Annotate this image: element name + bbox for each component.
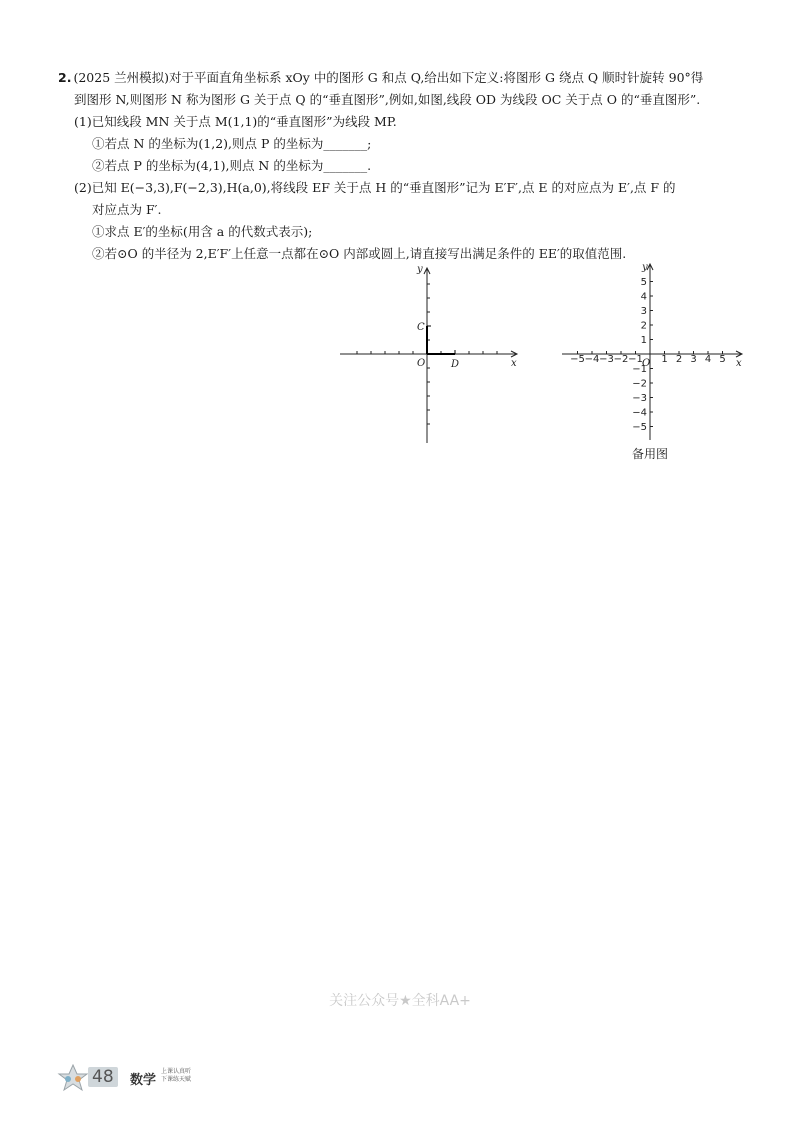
x-tick-label: 5 bbox=[719, 354, 726, 365]
question-line-2: 到图形 N,则图形 N 称为图形 G 关于点 Q 的“垂直图形”,例如,如图,线段 OD 为线段 OC 关于点 O 的“垂直图形”. bbox=[74, 92, 701, 107]
star-logo-icon bbox=[56, 1064, 90, 1092]
part2-intro-cont: 对应点为 F′. bbox=[92, 202, 162, 217]
part2-intro: (2)已知 E(−3,3),F(−2,3),H(a,0),将线段 EF 关于点 H 的“垂直图形”记为 E′F′,点 E 的对应点为 E′,点 F 的 bbox=[74, 180, 676, 195]
y-tick-label: 1 bbox=[640, 335, 647, 346]
question-number: 2. bbox=[58, 70, 72, 85]
x-tick-label: −5 bbox=[570, 354, 585, 365]
y-axis-label: y bbox=[642, 262, 648, 273]
x-tick-label: −3 bbox=[599, 354, 614, 365]
page-number: 48 bbox=[88, 1067, 118, 1087]
spare-figure-caption: 备用图 bbox=[632, 447, 669, 461]
footer-slogan bbox=[161, 1068, 201, 1084]
part2-question-2: ②若⊙O 的半径为 2,E′F′上任意一点都在⊙O 内部或圆上,请直接写出满足条件的 EE′的取值范围. bbox=[92, 246, 627, 261]
question-text-1: (2025 兰州模拟)对于平面直角坐标系 xOy 中的图形 G 和点 Q,给出如下定义:将图形 G 绕点 Q 顺时针旋转 90°得 bbox=[73, 70, 704, 85]
y-tick-label: −1 bbox=[632, 364, 647, 375]
page-footer bbox=[56, 1064, 206, 1092]
x-tick-label: −1 bbox=[628, 354, 643, 365]
x-tick-label: 1 bbox=[661, 354, 668, 365]
example-coordinate-figure bbox=[335, 258, 525, 448]
y-tick-label: −3 bbox=[632, 393, 647, 404]
point-d-label: D bbox=[451, 359, 460, 370]
y-tick-label: −2 bbox=[632, 378, 647, 390]
y-tick-label: −4 bbox=[632, 407, 647, 419]
subject-label: 数学 bbox=[130, 1073, 157, 1088]
part1-question-2: ②若点 P 的坐标为(4,1),则点 N 的坐标为_______. bbox=[92, 158, 372, 173]
origin-label: O bbox=[642, 358, 651, 369]
part1-question-1: ①若点 N 的坐标为(1,2),则点 P 的坐标为_______; bbox=[92, 136, 372, 151]
x-tick-label: −4 bbox=[584, 354, 600, 365]
y-tick-label: 4 bbox=[640, 291, 647, 303]
x-axis-label: x bbox=[736, 358, 742, 369]
x-tick-label: 3 bbox=[690, 354, 697, 365]
slogan-line-2: 下课练天赋 bbox=[161, 1076, 192, 1083]
x-tick-label: −2 bbox=[613, 354, 629, 365]
x-tick-label: 2 bbox=[675, 354, 683, 365]
y-tick-label: 3 bbox=[640, 306, 647, 317]
y-tick-label: −5 bbox=[632, 422, 647, 433]
question-line-1 bbox=[58, 70, 703, 86]
watermark-text: 关注公众号★全科AA+ bbox=[329, 993, 471, 1009]
x-axis-label: x bbox=[511, 358, 517, 369]
part1-intro: (1)已知线段 MN 关于点 M(1,1)的“垂直图形”为线段 MP. bbox=[74, 114, 397, 129]
y-tick-label: 5 bbox=[640, 277, 647, 288]
slogan-line-1: 上课认真听 bbox=[161, 1068, 192, 1075]
y-tick-label: 2 bbox=[640, 320, 647, 332]
spare-coordinate-figure bbox=[560, 258, 750, 443]
y-axis-label: y bbox=[417, 264, 423, 275]
point-c-label: C bbox=[417, 322, 425, 333]
part2-question-1: ①求点 E′的坐标(用含 a 的代数式表示); bbox=[92, 224, 313, 239]
origin-label: O bbox=[417, 358, 426, 369]
x-tick-label: 4 bbox=[704, 354, 712, 365]
